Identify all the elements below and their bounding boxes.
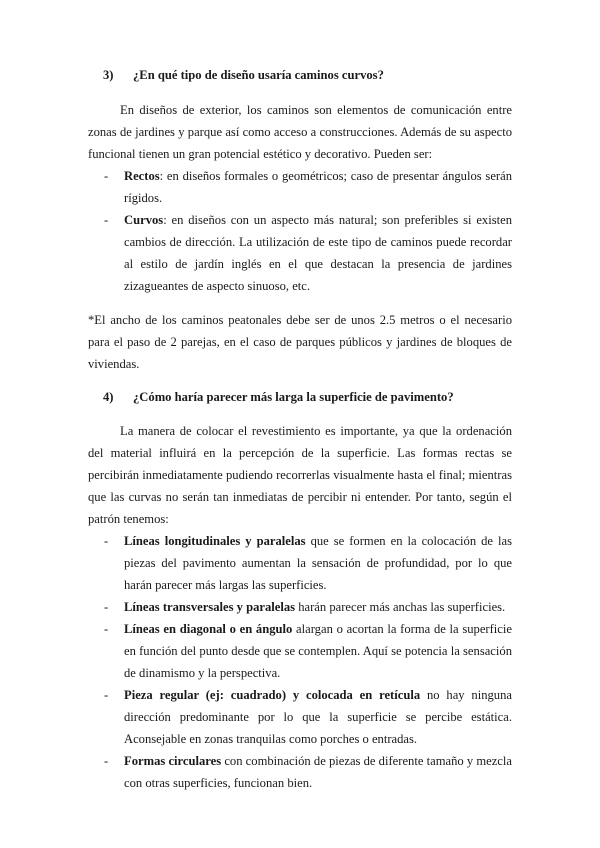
list-item	[88, 209, 512, 297]
section-3-heading	[88, 64, 512, 86]
section-3-list	[88, 165, 512, 297]
list-item-term: Pieza regular (ej: cuadrado) y colocada en retícula	[124, 688, 421, 702]
list-dash: -	[104, 534, 109, 548]
list-dash: -	[104, 622, 109, 636]
list-dash: -	[104, 213, 109, 227]
list-item	[88, 530, 512, 596]
list-item-text: que se formen en la colocación de las piezas del pavimento aumentan la sensación de profundidad, por lo que harán parecer más largas las superficies.	[124, 534, 513, 592]
list-item-text: alargan o acortan la forma de la superficie en función del punto desde que se contemplen. Aquí se potencia la sensación de dinamismo y la perspectiva.	[124, 622, 512, 680]
list-item-term: Líneas longitudinales y paralelas	[124, 534, 306, 548]
list-item	[88, 596, 512, 618]
list-item	[88, 750, 512, 794]
section-3-intro: En diseños de exterior, los caminos son elementos de comunicación entre zonas de jardines y parque así como acceso a construcciones. Además de su aspecto funcional tienen un gran potencial estético y decorativo. Pueden ser:	[88, 103, 512, 161]
footnote-paragraph: *El ancho de los caminos peatonales debe ser de unos 2.5 metros o el necesario para el paso de 2 parejas, en el caso de parques públicos y jardines de bloques de viviendas.	[88, 313, 512, 371]
section-3-number: 3)	[103, 68, 114, 82]
list-item	[88, 165, 512, 209]
section-4-intro: La manera de colocar el revestimiento es importante, ya que la ordenación del material influirá en la percepción de la superficie. Las formas rectas se percibirán inmediatamente pudiendo recorrerlas visualmente hasta el final; mientras que las curvas no serán tan inmediatas de percibir ni entender. Por tanto, según el patrón tenemos:	[88, 424, 512, 526]
list-item-text: no hay ninguna dirección predominante por lo que la superficie se percibe estática. Aconsejable en zonas tranquilas como porches o entradas.	[124, 688, 512, 746]
list-dash: -	[104, 688, 109, 702]
list-item-term: Líneas transversales y paralelas	[124, 600, 296, 614]
section-4-number: 4)	[103, 390, 114, 404]
list-item-term: Rectos	[124, 169, 160, 183]
list-item	[88, 618, 512, 684]
list-dash: -	[104, 169, 109, 183]
section-3-title: ¿En qué tipo de diseño usaría caminos curvos?	[133, 68, 384, 82]
list-item-term: Formas circulares	[124, 754, 222, 768]
list-item-term: Curvos	[124, 213, 164, 227]
list-item-text: con combinación de piezas de diferente tamaño y mezcla con otras superficies, funcionan bien.	[124, 754, 512, 790]
list-item-text: : en diseños con un aspecto más natural; son preferibles si existen cambios de dirección. La utilización de este tipo de caminos puede recordar al estilo de jardín inglés en el que destacan la presencia de jardines zizagueantes de aspecto sinuoso, etc.	[124, 213, 512, 293]
list-item-text: : en diseños formales o geométricos; caso de presentar ángulos serán rígidos.	[124, 169, 512, 205]
list-dash: -	[104, 754, 109, 768]
list-item-term: Líneas en diagonal o en ángulo	[124, 622, 293, 636]
list-dash: -	[104, 600, 109, 614]
list-item-text: harán parecer más anchas las superficies.	[295, 600, 506, 614]
section-4-heading	[88, 386, 512, 408]
section-4-title: ¿Cómo haría parecer más larga la superficie de pavimento?	[133, 390, 454, 404]
section-4-list	[88, 530, 512, 794]
list-item	[88, 684, 512, 750]
